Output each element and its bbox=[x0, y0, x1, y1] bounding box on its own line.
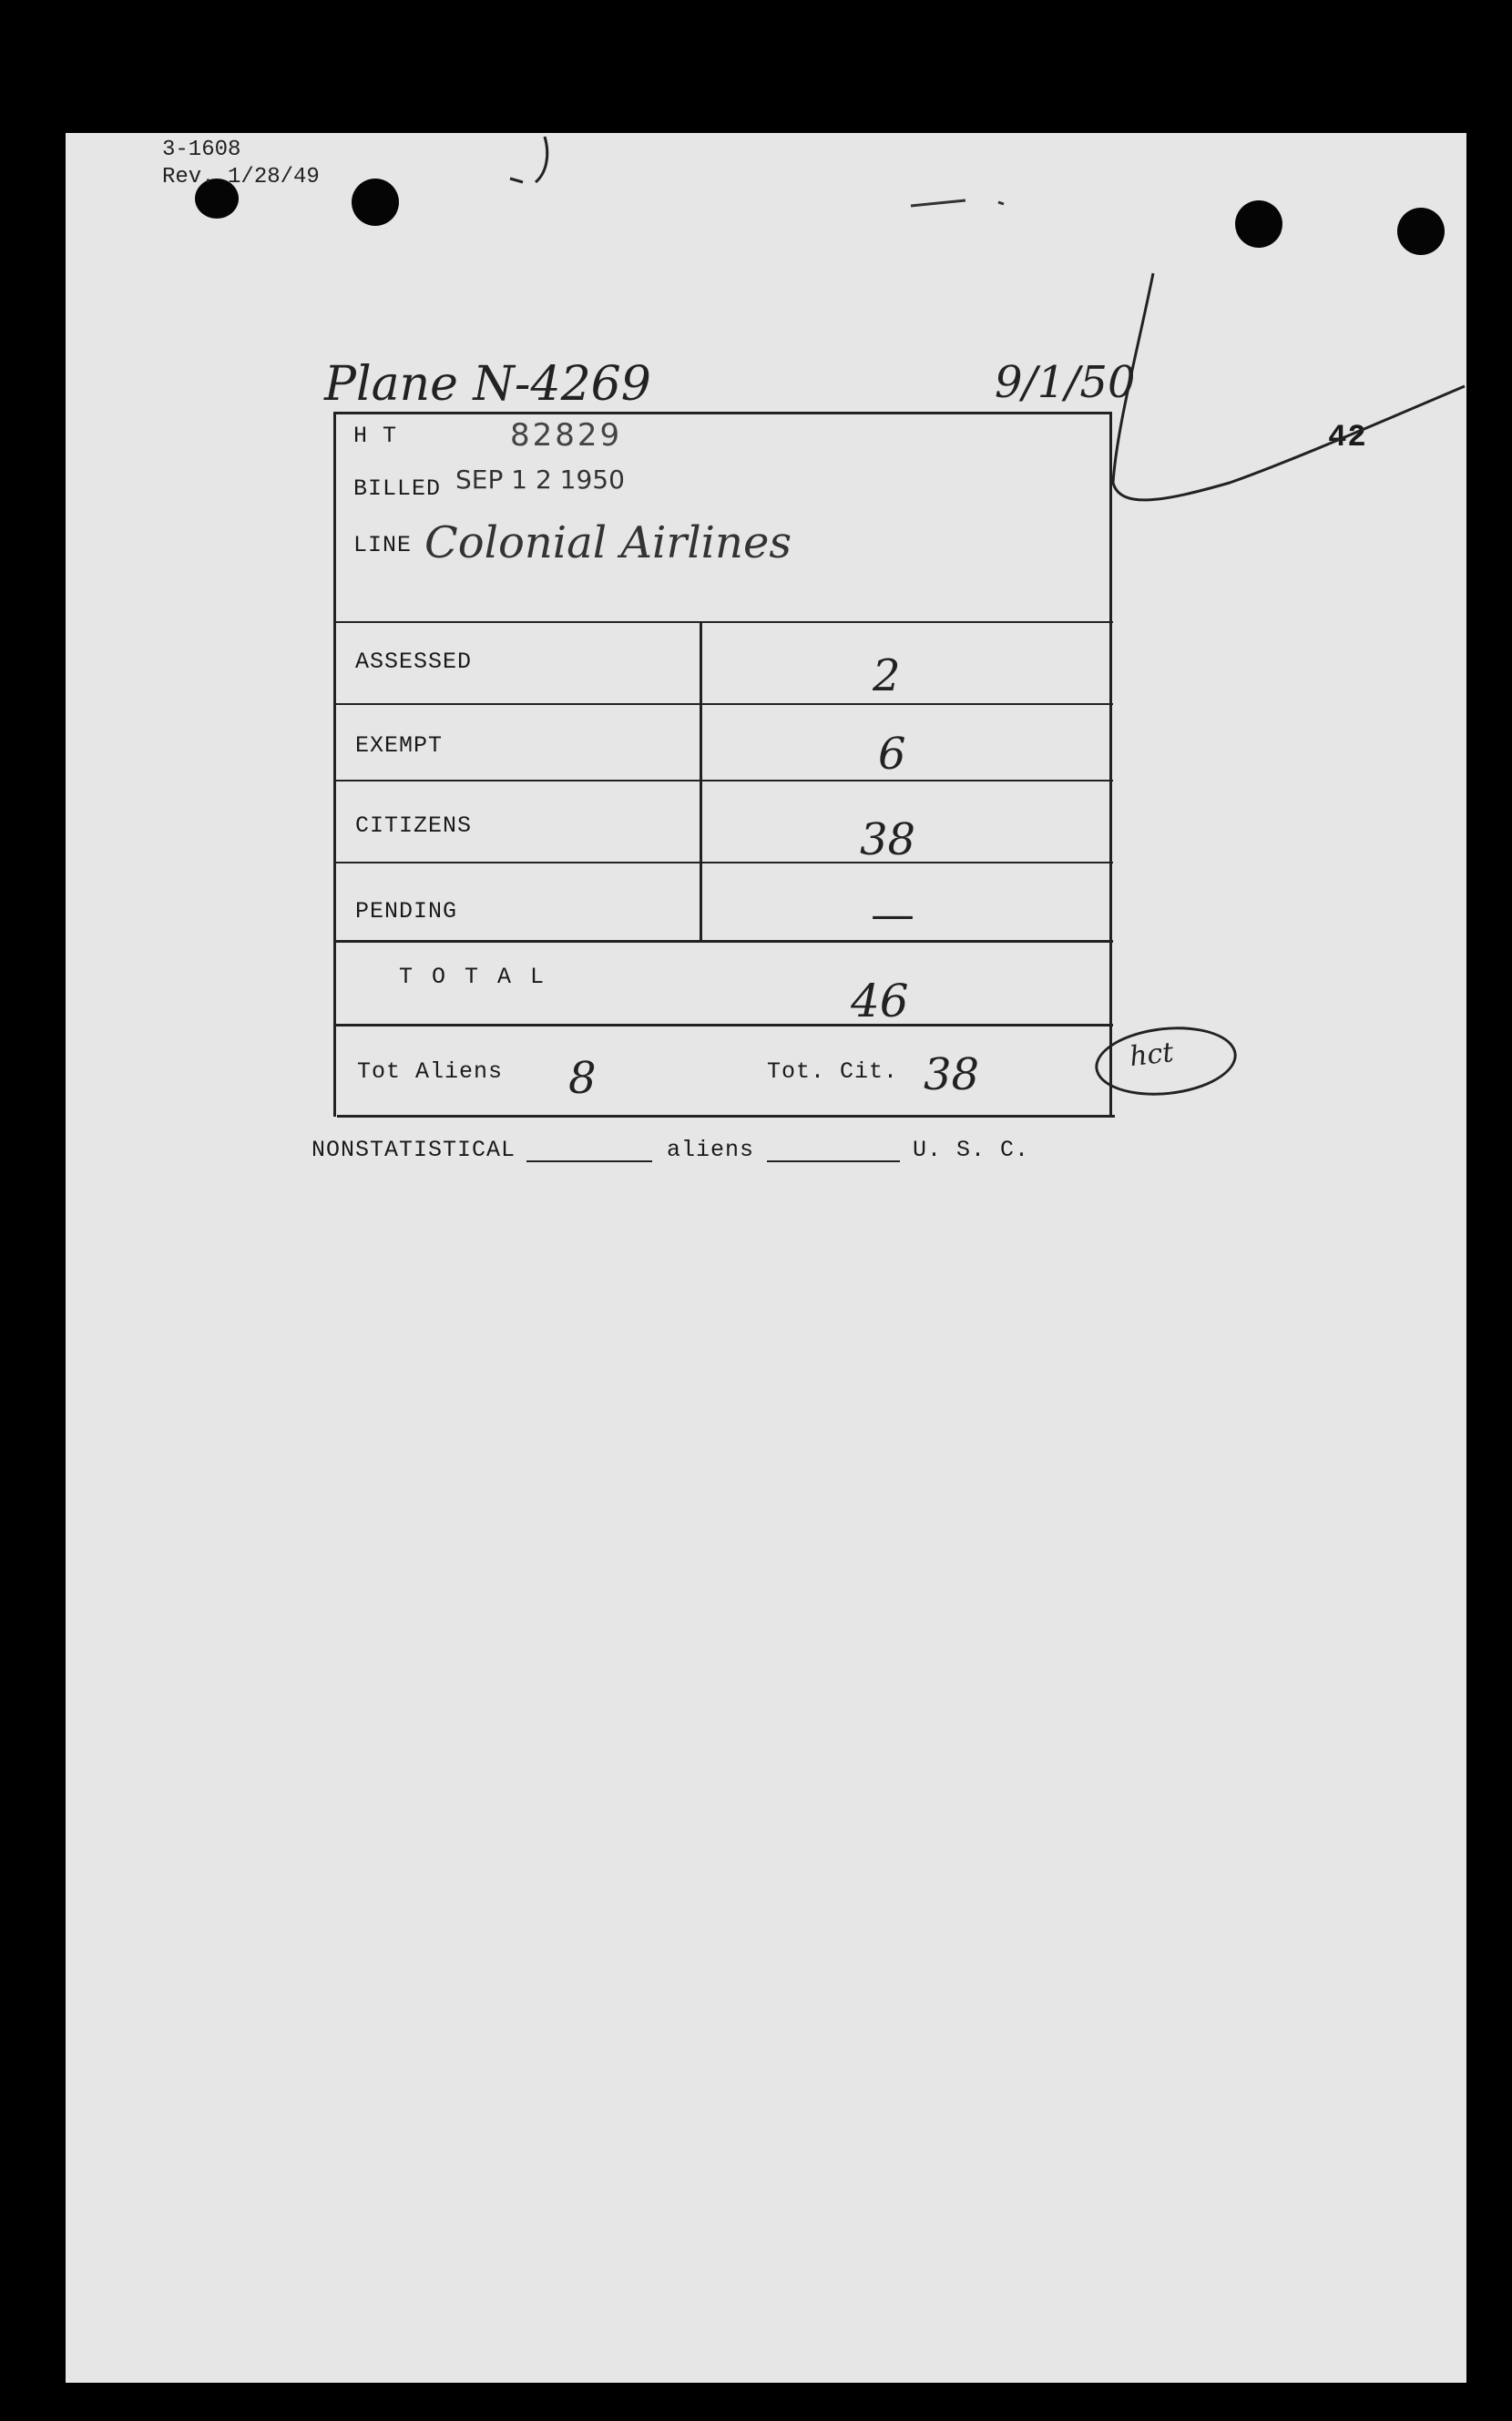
row-value-citizens: 38 bbox=[860, 814, 916, 865]
divider bbox=[333, 780, 1113, 781]
row-label-pending: PENDING bbox=[355, 898, 458, 924]
line-label: LINE bbox=[353, 532, 413, 558]
ht-number: 82829 bbox=[510, 417, 623, 454]
billed-date-stamp: SEP 1 2 1950 bbox=[455, 465, 625, 495]
total-label: T O T A L bbox=[399, 964, 547, 990]
plane-number: Plane N-4269 bbox=[324, 357, 651, 412]
handwritten-date: 9/1/50 bbox=[995, 357, 1136, 408]
blank-line bbox=[526, 1160, 652, 1162]
ht-label: H T bbox=[353, 423, 398, 449]
nonstatistical-label: NONSTATISTICAL bbox=[312, 1137, 516, 1163]
divider bbox=[333, 621, 1113, 623]
box-border-bottom bbox=[337, 1115, 1115, 1118]
box-border-left bbox=[333, 412, 336, 1117]
aliens-label: aliens bbox=[667, 1137, 755, 1163]
billed-label: BILLED bbox=[353, 475, 442, 502]
page-number: 42 bbox=[1328, 421, 1367, 455]
initials-text: hct bbox=[1128, 1037, 1176, 1074]
box-border-right bbox=[1109, 412, 1112, 1117]
form-number: 3-1608 bbox=[162, 138, 241, 162]
divider bbox=[333, 862, 1113, 863]
divider bbox=[333, 940, 1113, 943]
tot-aliens-value: 8 bbox=[568, 1053, 597, 1104]
row-label-exempt: EXEMPT bbox=[355, 732, 444, 759]
airline-name: Colonial Airlines bbox=[424, 517, 792, 568]
row-value-assessed: 2 bbox=[873, 650, 901, 701]
usc-label: U. S. C. bbox=[913, 1137, 1030, 1163]
form-revision: Rev. 1/28/49 bbox=[162, 165, 320, 189]
box-border-top bbox=[333, 412, 1111, 414]
tot-cit-label: Tot. Cit. bbox=[767, 1058, 899, 1085]
blank-line bbox=[767, 1160, 900, 1162]
total-value: 46 bbox=[851, 975, 909, 1027]
column-divider bbox=[700, 621, 702, 942]
row-value-exempt: 6 bbox=[878, 729, 906, 780]
tot-cit-value: 38 bbox=[924, 1049, 980, 1100]
row-value-pending: — bbox=[871, 889, 914, 940]
divider bbox=[333, 1024, 1113, 1027]
row-label-citizens: CITIZENS bbox=[355, 812, 473, 839]
divider bbox=[333, 703, 1113, 705]
row-label-assessed: ASSESSED bbox=[355, 649, 473, 675]
tot-aliens-label: Tot Aliens bbox=[357, 1058, 504, 1085]
